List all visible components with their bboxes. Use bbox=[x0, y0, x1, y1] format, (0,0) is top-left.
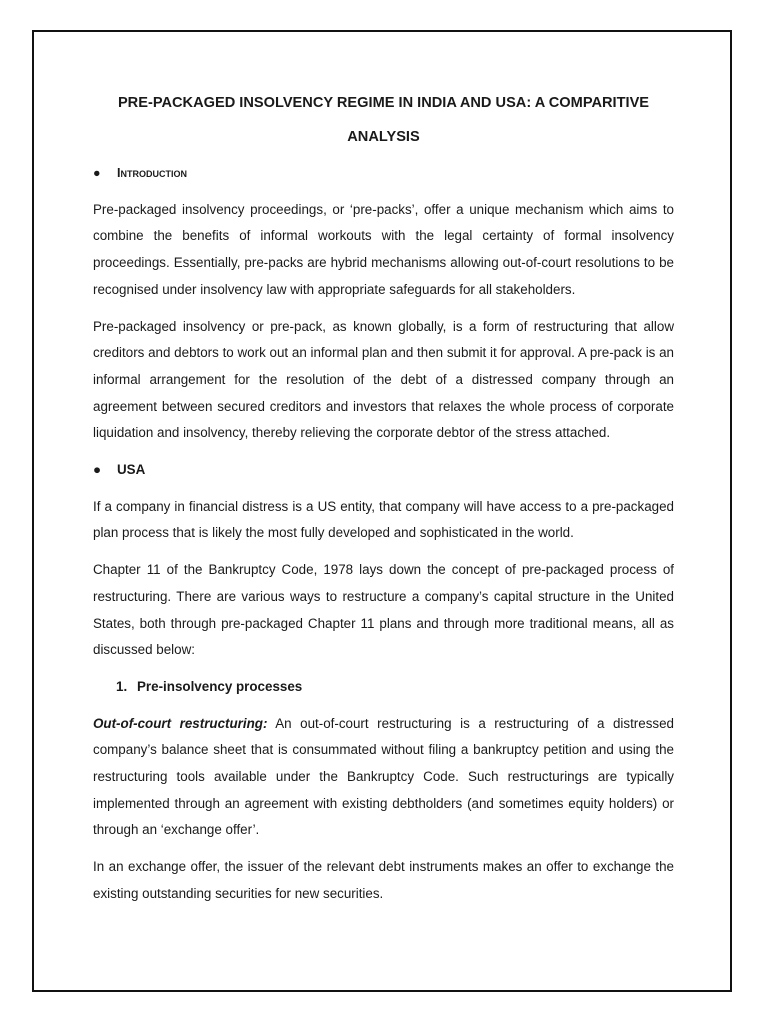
subsection-heading-label: Pre-insolvency processes bbox=[137, 678, 303, 694]
paragraph: Pre-packaged insolvency proceedings, or ‘pre-packs’, offer a unique mechanism which aims to combine the benefits of informal workouts with the legal certainty of formal insolvency proceedings. Essentially, pre-packs are hybrid mechanisms allowing out-of-court resolutions to be recognised under insolvency law with appropriate safeguards for all stakeholders. bbox=[93, 201, 674, 297]
section-heading-usa bbox=[93, 457, 674, 484]
lead-term: Out-of-court restructuring: bbox=[93, 715, 268, 731]
subsection-heading bbox=[93, 674, 674, 701]
paragraph bbox=[93, 711, 674, 845]
bullet-icon: ● bbox=[93, 462, 102, 478]
lead-text: An out-of-court restructuring is a restructuring of a distressed company’s balance sheet that is consummated without filing a bankruptcy petition and using the restructuring tools available under the Bankruptcy Code. Such restructurings are typically implemented through an agreement with existing debtholders (and sometimes equity holders) or through an ‘exchange offer’. bbox=[93, 715, 674, 838]
paragraph: If a company in financial distress is a US entity, that company will have access to a pre-packaged plan process that is likely the most fully developed and sophisticated in the world. bbox=[93, 498, 674, 541]
paragraph: Pre-packaged insolvency or pre-pack, as known globally, is a form of restructuring that allow creditors and debtors to work out an informal plan and then submit it for approval. A pre-pack is an informal arrangement for the resolution of the debt of a distressed company through an agreement between secured creditors and investors that relaxes the whole process of corporate liquidation and insolvency, thereby relieving the corporate debtor of the stress attached. bbox=[93, 318, 674, 441]
section-heading-introduction bbox=[93, 160, 674, 187]
paragraph: In an exchange offer, the issuer of the relevant debt instruments makes an offer to exchange the existing outstanding securities for new securities. bbox=[93, 859, 674, 901]
paragraph: Chapter 11 of the Bankruptcy Code, 1978 lays down the concept of pre-packaged process of restructuring. There are various ways to restructure a company’s capital structure in the United States, both through pre-packaged Chapter 11 plans and through more traditional means, all as discussed below: bbox=[93, 562, 674, 658]
document-title: PRE-PACKAGED INSOLVENCY REGIME IN INDIA AND USA: A COMPARITIVE ANALYSIS bbox=[117, 95, 650, 145]
section-heading-label: Introduction bbox=[117, 166, 187, 180]
list-number: 1. bbox=[116, 678, 128, 694]
section-heading-label: USA bbox=[117, 462, 146, 478]
document-body bbox=[93, 86, 674, 918]
bullet-icon: ● bbox=[93, 166, 101, 180]
